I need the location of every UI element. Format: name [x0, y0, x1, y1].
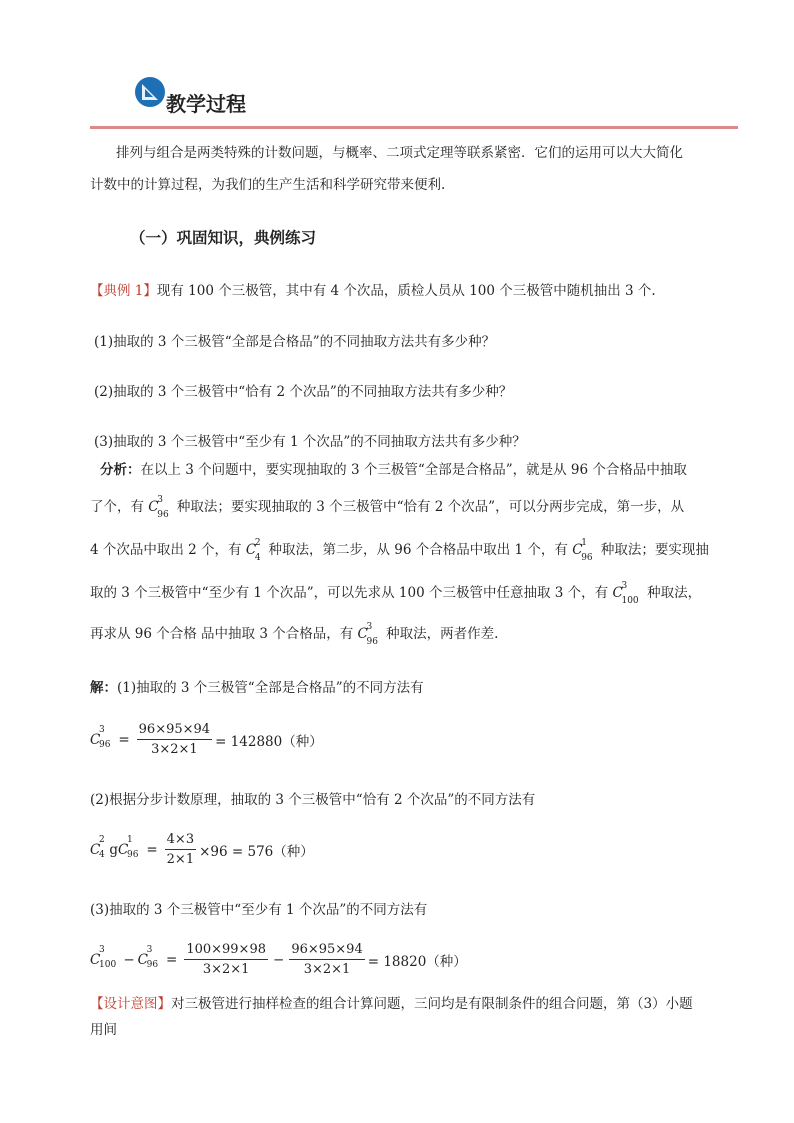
- design-tag: 【设计意图】: [90, 996, 171, 1012]
- analysis-text-4b: 种取法，: [642, 585, 702, 601]
- intro-line-2: 计数中的计算过程，为我们的生产生活和科学研究带来便利.: [90, 177, 446, 193]
- formula-1-result: = 142880（种）: [215, 734, 323, 750]
- comb-c96-3b: C 3 96: [357, 622, 378, 647]
- example-1: [90, 281, 656, 301]
- analysis-text-1: 在以上 3 个问题中，要实现抽取的 3 个三极管“全部是合格品”，就是从 96 个合格品中抽取: [140, 462, 687, 478]
- formula-1: C 3 96 = $\frac{96\times 95\times 94}{3\times 2\times 1}$ = 142880（种）: [90, 722, 323, 757]
- formula-3: C 3 100 − C 3 96 = $\frac{100\times 99\times 98}{3\times 2\times 1}$ − $\frac{96\times 95\times 94}{3\times 2\times 1}$ = 18820（种）: [90, 942, 467, 977]
- question-3: (3)抽取的 3 个三极管中“至少有 1 个次品”的不同抽取方法共有多少种？: [94, 434, 526, 450]
- question-2: (2)抽取的 3 个三极管中“恰有 2 个次品”的不同抽取方法共有多少种？: [94, 384, 513, 400]
- solution-line-1: [90, 678, 424, 698]
- analysis-text-2b: 种取法；要实现抽取的 3 个三极管中“恰有 2 个次品”，可以分两步完成，第一步，从: [172, 499, 685, 515]
- solution-line-2: (2)根据分步计数原理，抽取的 3 个三极管中“恰有 2 个次品”的不同方法有: [90, 792, 536, 808]
- analysis-line-1: [100, 460, 687, 480]
- page-title: 教学过程: [166, 92, 246, 116]
- formula-2-tail: ×96 = 576（种）: [199, 844, 314, 860]
- analysis-text-2a: 了个，有: [90, 499, 149, 515]
- fraction-3a: $\frac{100\times 99\times 98}{3\times 2\times 1}$: [186, 942, 266, 977]
- analysis-text-3a: 4 个次品中取出 2 个，有: [90, 542, 246, 558]
- header-divider: [90, 126, 738, 129]
- comb-c100-3: C 3 100: [612, 581, 639, 606]
- design-line-2: 用间: [90, 1022, 117, 1038]
- fraction-2: $\frac{4\times 3}{2\times 1}$: [166, 832, 195, 867]
- fraction-3b: $\frac{96\times 95\times 94}{3\times 2\times 1}$: [291, 942, 363, 977]
- comb-c96-3: C 3 96: [148, 495, 169, 520]
- analysis-text-4a: 取的 3 个三极管中“至少有 1 个次品”，可以先求从 100 个三极管中任意抽取 3 个，有: [90, 585, 613, 601]
- analysis-label: 分析：: [100, 462, 141, 478]
- solution-label: 解：: [90, 680, 117, 696]
- comb-c96-3d: C 3 96: [137, 945, 159, 970]
- analysis-text-5b: 种取法，两者作差.: [381, 626, 499, 642]
- comb-c96-1b: C 1 96: [118, 835, 139, 860]
- intro-line-1: 排列与组合是两类特殊的计数问题，与概率、二项式定理等联系紧密．它们的运用可以大大简化: [116, 145, 683, 161]
- example-text: 现有 100 个三极管，其中有 4 个次品，质检人员从 100 个三极管中随机抽出 3 个.: [156, 283, 656, 299]
- analysis-line-4: [90, 581, 702, 606]
- analysis-text-3c: 种取法；要实现抽: [596, 542, 709, 558]
- example-tag: 【典例 1】: [90, 283, 157, 299]
- analysis-line-2: [90, 495, 685, 520]
- analysis-text-5a: 再求从 96 个合格 品中抽取 3 个合格品，有: [90, 626, 358, 642]
- comb-c4-2b: C 2 4: [90, 835, 105, 860]
- header-logo: [134, 76, 166, 108]
- solution-line-3: (3)抽取的 3 个三极管中“至少有 1 个次品”的不同方法有: [90, 902, 428, 918]
- design-intent: [90, 994, 693, 1014]
- comb-c4-2: C 2 4: [245, 538, 261, 563]
- comb-c96-1: C 1 96: [572, 538, 593, 563]
- comb-c96-3c: C 3 96: [90, 725, 111, 750]
- fraction-1: $\frac{96\times 95\times 94}{3\times 2\times 1}$: [138, 722, 211, 757]
- analysis-line-5: [90, 622, 499, 647]
- formula-3-result: = 18820（种）: [367, 954, 467, 970]
- section-title: （一）巩固知识，典例练习: [130, 228, 317, 247]
- question-1: (1)抽取的 3 个三极管“全部是合格品”的不同抽取方法共有多少种？: [94, 334, 496, 350]
- formula-2-mid: g: [109, 842, 118, 858]
- analysis-line-3: [90, 538, 709, 563]
- analysis-text-3b: 种取法，第二步，从 96 个合格品中取出 1 个，有: [264, 542, 573, 558]
- comb-c100-3b: C 3 100: [90, 945, 117, 970]
- logo-icon: [134, 76, 166, 108]
- solution-text-1: (1)抽取的 3 个三极管“全部是合格品”的不同方法有: [117, 680, 424, 696]
- design-text: 对三极管进行抽样检查的组合计算问题，三问均是有限制条件的组合问题，第（3）小题: [171, 996, 693, 1012]
- formula-2: C 2 4 g C 1 96 = $\frac{4\times 3}{2\times 1}$ ×96 = 576（种）: [90, 832, 314, 867]
